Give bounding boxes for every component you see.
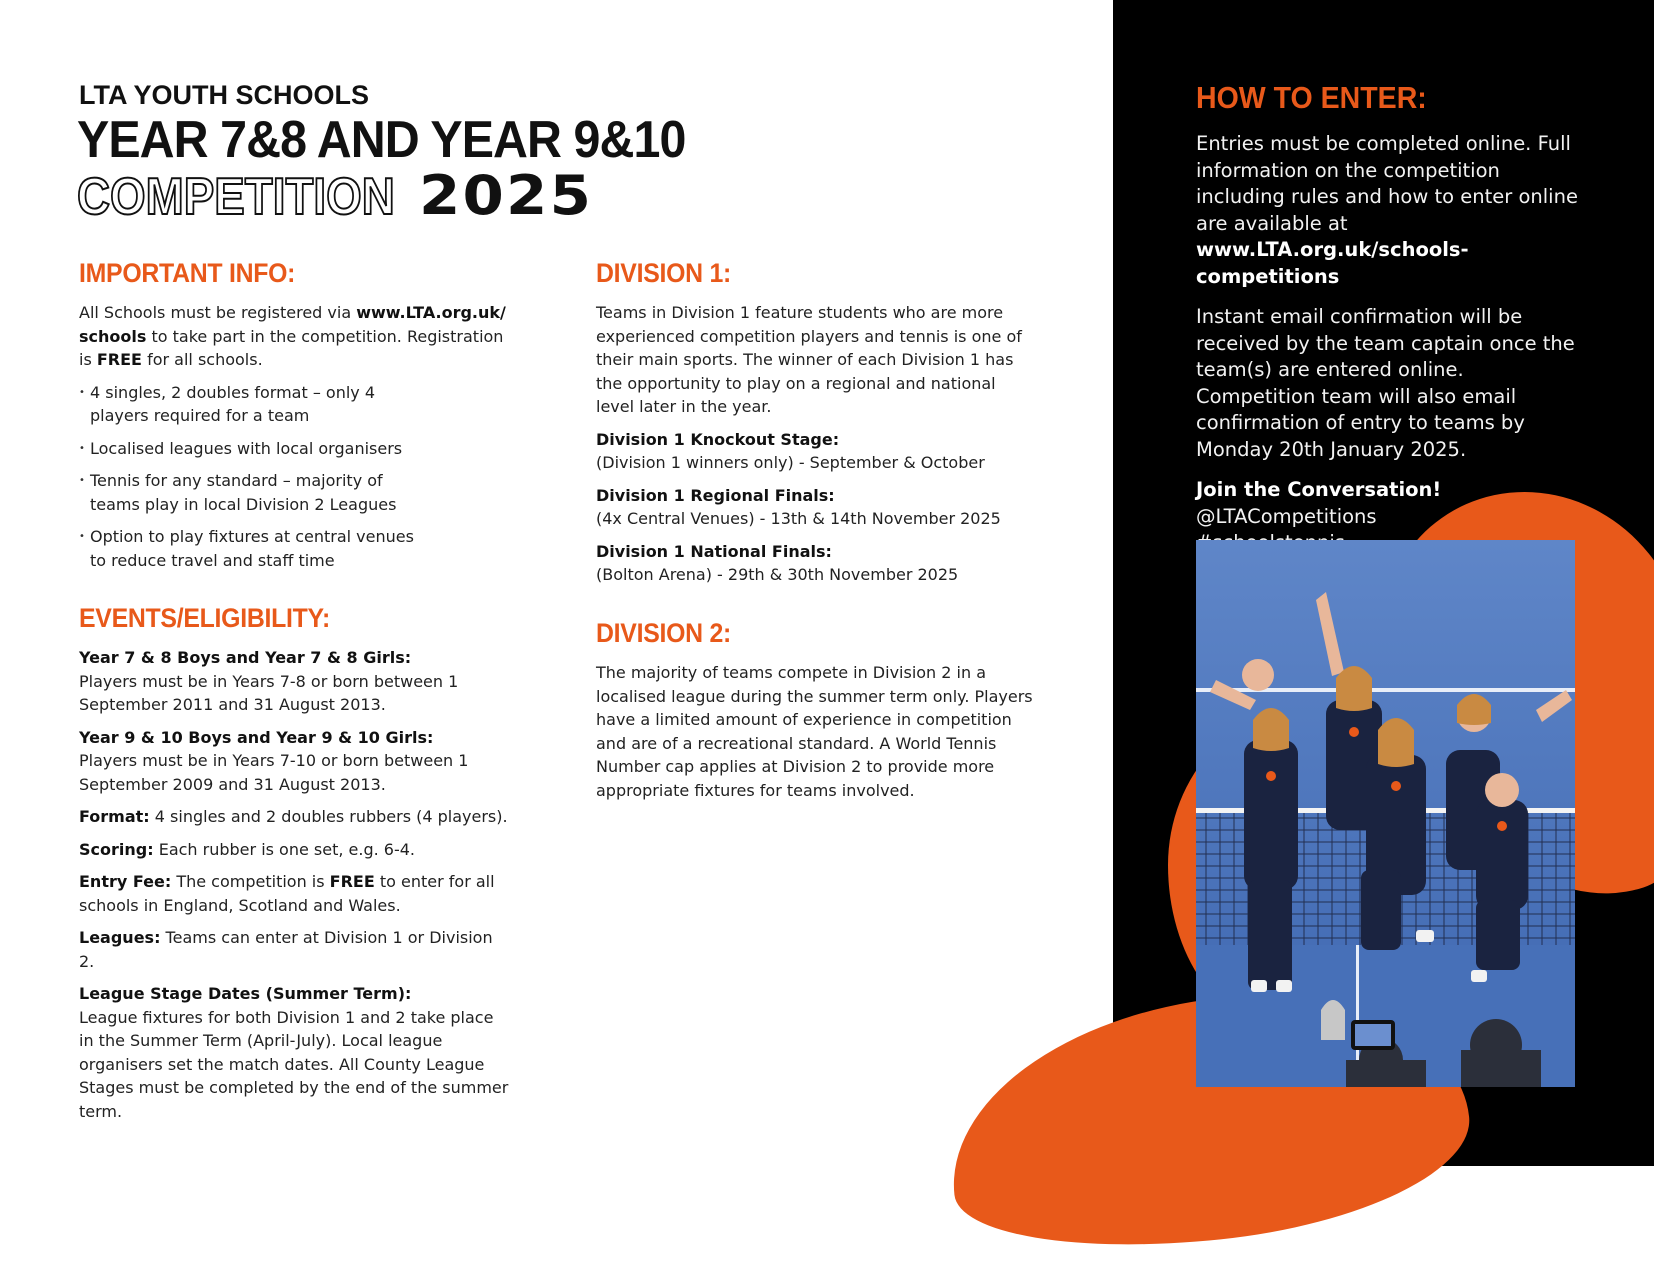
title-year: 2025 — [418, 164, 593, 227]
list-item: • Option to play fixtures at central venues to reduce travel and staff time — [79, 525, 430, 572]
national-finals — [596, 540, 1036, 587]
regional-finals — [596, 484, 1036, 531]
regional-title: Division 1 Regional Finals: — [596, 485, 835, 505]
page-subtitle — [77, 164, 593, 227]
scoring-info — [79, 838, 509, 862]
division1-section — [596, 301, 1036, 596]
social-handle[interactable]: @LTACompetitions — [1196, 504, 1377, 528]
register-link[interactable]: www.LTA.org.uk/ schools — [79, 303, 506, 346]
scoring-label: Scoring: — [79, 839, 154, 859]
division2-text: The majority of teams compete in Division 2 in a localised league during the summer term only. Players have a limited amount of experience in competition and are of a recreational standard. A World Tennis Number cap applies at Division 2 to provide more appropriate fixtures for teams involved. — [596, 663, 1033, 800]
eligibility-text: Players must be in Years 7-8 or born between 1 September 2011 and 31 August 2013. — [79, 671, 459, 714]
how-to-enter-heading: HOW TO ENTER: — [1196, 80, 1427, 115]
info-bullet-list — [79, 381, 519, 573]
entry-text: Entries must be completed online. Full information on the competition including rules and how to enter online are available at — [1196, 132, 1578, 235]
league-dates-text: League fixtures for both Division 1 and 2 take place in the Summer Term (April-July). Local league organisers set the match dates. All County League Stages must be completed by the end of the summer term. — [79, 1007, 509, 1121]
events-section — [79, 646, 509, 1132]
eligibility-title: Year 7 & 8 Boys and Year 7 & 8 Girls: — [79, 648, 412, 667]
format-label: Format: — [79, 807, 150, 826]
national-text: (Bolton Arena) - 29th & 30th November 2025 — [596, 565, 959, 584]
social-title: Join the Conversation! — [1196, 478, 1442, 501]
important-info-section — [79, 301, 519, 581]
league-dates-title: League Stage Dates (Summer Term): — [79, 984, 412, 1003]
how-to-enter-p1 — [1196, 131, 1586, 290]
knockout-title: Division 1 Knockout Stage: — [596, 429, 840, 449]
free-label: FREE — [329, 872, 375, 891]
division2-section — [596, 661, 1036, 811]
intro-text: for all schools. — [141, 350, 263, 369]
list-item: • Localised leagues with local organisers — [79, 437, 519, 461]
knockout-text: (Division 1 winners only) - September & October — [596, 453, 985, 472]
scoring-text: Each rubber is one set, e.g. 6-4. — [153, 839, 416, 859]
important-info-heading: IMPORTANT INFO: — [79, 258, 296, 288]
fee-text: The competition is — [171, 872, 330, 891]
national-title: Division 1 National Finals: — [596, 541, 832, 561]
leagues-text: Teams can enter at Division 1 or Division 2. — [79, 928, 493, 971]
title-outline-word: COMPETITION — [77, 168, 395, 226]
eligibility-y78 — [79, 646, 509, 717]
free-label: FREE — [96, 350, 142, 369]
league-dates-info — [79, 982, 509, 1123]
how-to-enter-section — [1196, 131, 1586, 557]
eligibility-y910 — [79, 726, 509, 797]
important-info-intro — [79, 301, 519, 372]
how-to-enter-p2: Instant email confirmation will be received by the team captain once the team(s) are entered online. Competition team will also email confirmation of entry to teams by Monday 20th January 2025. — [1196, 305, 1575, 461]
entry-fee-info — [79, 870, 509, 917]
leagues-label: Leagues: — [79, 928, 161, 947]
division1-text: Teams in Division 1 feature students who are more experienced competition players and tennis is one of their main sports. The winner of each Division 1 has the opportunity to play on a regional and national level later in the year. — [596, 303, 1022, 416]
fee-text: to enter for all schools in England, Scotland and Wales. — [79, 872, 495, 915]
list-item: • Tennis for any standard – majority of teams play in local Division 2 Leagues — [79, 469, 430, 516]
division2-heading: DIVISION 2: — [596, 618, 731, 648]
leagues-info — [79, 926, 509, 973]
page-title: YEAR 7&8 AND YEAR 9&10 — [77, 111, 686, 169]
format-text: 4 singles and 2 doubles rubbers (4 players). — [149, 807, 508, 826]
team-celebration-photo — [1196, 540, 1575, 1087]
format-info — [79, 805, 509, 829]
intro-text: All Schools must be registered via — [79, 303, 357, 322]
list-item: • 4 singles, 2 doubles format – only 4 players required for a team — [79, 381, 420, 428]
eligibility-text: Players must be in Years 7-10 or born between 1 September 2009 and 31 August 2013. — [79, 751, 469, 794]
intro-text: to take part in the competition. Registration is — [79, 326, 504, 369]
eligibility-title: Year 9 & 10 Boys and Year 9 & 10 Girls: — [79, 727, 434, 747]
fee-label: Entry Fee: — [79, 872, 172, 891]
division1-heading: DIVISION 1: — [596, 258, 731, 288]
regional-text: (4x Central Venues) - 13th & 14th November 2025 — [596, 509, 1001, 528]
events-heading: EVENTS/ELIGIBILITY: — [79, 603, 331, 633]
kicker-title: LTA YOUTH SCHOOLS — [79, 80, 369, 110]
competitions-link[interactable]: www.LTA.org.uk/schools-competitions — [1196, 238, 1469, 288]
knockout-stage — [596, 428, 1036, 475]
